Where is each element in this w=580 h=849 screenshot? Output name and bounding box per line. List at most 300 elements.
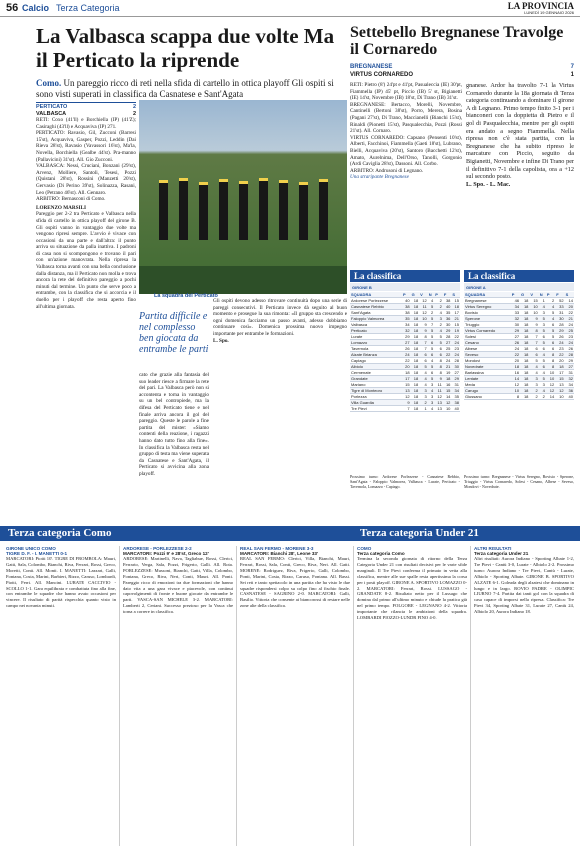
table-cell: Casnatese Rebbio [350, 304, 402, 310]
side-end-author: L. Spo. - L. Mac. [466, 180, 511, 188]
table-cell: 29 [443, 328, 452, 334]
table-cell: 24 [443, 358, 452, 364]
table-cell: Sperone [464, 316, 511, 322]
referee: ARBITRO: Bernasconi di Como. [36, 196, 106, 203]
table-cell: 6 [434, 346, 443, 352]
table-cell: 18 [411, 340, 420, 346]
table-cell: 21 [451, 316, 460, 322]
table-cell: 26 [555, 334, 564, 340]
table-cell: 18 [411, 346, 420, 352]
classifica-right-title: La classifica [464, 270, 574, 282]
table-cell: 12 [511, 382, 520, 388]
table-cell: 8 [546, 352, 555, 358]
table-cell: 6 [529, 346, 538, 352]
table-cell: Solesi [464, 334, 511, 340]
column-divider [236, 546, 237, 846]
table-cell: 7 [402, 406, 411, 412]
table-cell: 29 [511, 328, 520, 334]
band-label-under21: Terza categoria Under 21 [360, 527, 479, 539]
table-cell: 18 [520, 352, 529, 358]
author-name: LORENZO MARSILI [36, 204, 87, 211]
table-cell: 18 [520, 346, 529, 352]
table-cell: 26 [402, 346, 411, 352]
table-cell: 18 [411, 376, 420, 382]
table-cell: 18 [411, 334, 420, 340]
table-cell: 10 [529, 304, 538, 310]
table-cell: 12 [546, 388, 555, 394]
player-figure [159, 180, 168, 240]
table-cell: 4 [428, 298, 435, 304]
table-cell: 4 [546, 316, 555, 322]
table-cell: 2 [529, 388, 538, 394]
table-cell: 32 [511, 316, 520, 322]
table-cell: 31 [451, 382, 460, 388]
table-cell: Bregnanese [464, 298, 511, 304]
table-cell: 6 [546, 346, 555, 352]
table-cell: 4 [434, 328, 443, 334]
table-cell: 29 [555, 328, 564, 334]
table-cell: 10 [511, 388, 520, 394]
table-cell: 3 [428, 400, 435, 406]
bottom-column-4: COMO Terza categoria Como Termina la seconda giornata di ritorno della Terza Categoria Under 21 con risultati decisivi per le varie sfide marginali. Il Tre Pievi conferma il primato in vetta alla classifica, mentre alle sue spalle resta apertissima la corsa per i posti playoff. GIRONE A. SPORTIVO LOMAZZO 0-2. MARCATORI: Ferrari, Rossi. LUSSAGO - GRANDATE 8-2. Risultato netto per il Lussago che domina dal primo all'ultimo minuto e chiude la pratica già nel primo tempo. FOLGORE - LEGNANO 4-2. Vittoria importante che rilancia le ambizioni della squadra. LOMBARDI PIOZZO-LUNDR FINO 4-0. [357, 546, 467, 621]
main-body-2: cato che grazie alla fantasia del suo leader riesce a firmare la rete del pari. La Valbasca però non si accontenta e torna in vantaggio su un bel contropiede, ma la difesa del Perticato tiene e nel finale arriva ancora il gol del pareggio. Queste le parole a fine partita del mister: «Siamo contenti della reazione, i ragazzi hanno dato tutto fino alla fine». In classifica la Valbasca resta nel gruppo di testa ma viene superata da Casnatese e Sant'Agata, il Perticato si avvicina alla zona playoff. [139, 372, 209, 477]
table-cell: 6 [428, 370, 435, 376]
table-cell: 6 [529, 352, 538, 358]
table-cell: 12 [402, 394, 411, 400]
table-cell: 29 [451, 376, 460, 382]
deck-lead: Como. [36, 78, 62, 88]
newspaper-brand: LA PROVINCIA [507, 1, 574, 11]
table-cell: 5 [529, 358, 538, 364]
table-cell: 18 [411, 406, 420, 412]
table-cell: 14 [565, 298, 574, 304]
table-cell: 28 [451, 358, 460, 364]
table-cell: 19 [451, 328, 460, 334]
table-header-row [350, 292, 460, 298]
table-header-cell: N [428, 292, 435, 298]
main-column-2 [139, 372, 209, 522]
bottom-column-5: ALTRI RISULTATI Terza categoria Under 21 Altri risultati: Aurora Indiano - Sporting Albate 1-2, Tre Pievi - Cantù 3-0, Lurate - Albiolo 2-2. Prossimo turno: Aurora Indiano - Tre Pievi, Cantù - Lurate, Albiolo - Sporting Albate. GIRONE B. SPORTIVO ALZATE 6-1. Goleada degli alzatesi che dominano in lungo e in largo. ROVIO PADRE - OLIMPIC LIURNO 7-4. Partita dai tanti gol con la squadra di casa capace di imporsi nella ripresa. Classifica: Tre Pievi 34, Sporting Albate 31, Lurate 27, Cantù 24, Albiolo 20, Aurora Indiano 18. [474, 546, 574, 615]
photo-ground [139, 266, 347, 294]
table-cell: 6 [428, 352, 435, 358]
table-cell: 3 [529, 376, 538, 382]
table-cell: 5 [419, 364, 428, 370]
table-cell: 35 [402, 316, 411, 322]
table-cell: 24 [555, 340, 564, 346]
table-cell: 27 [451, 370, 460, 376]
table-cell: 18 [411, 322, 420, 328]
table-cell: 18 [520, 370, 529, 376]
table-cell: 26 [565, 346, 574, 352]
bottom-column-2: ARDORESE - PORLEZZESE 2-2 MARCATORI: Pozzi 9' e 28'st, Greco 12' ARDORESE: Martinelli, Nava, Tagliabue, Rossi, Clerici, Ferrario, Verga, Sala, Pozzi, Frigerio, Galli. All. Rota. PORLEZZESE: Mussoni, Bianchi, Gatti, Villa, Colombo, Fontana, Greco, Riva, Neri, Conti, Mauri. All. Ponti. Pareggio ricco di emozioni tra due formazioni che hanno dato vita a una gara vivace e piacevole, con continui capovolgimenti di fronte e buone giocate da entrambe le parti. VASCA-SAN MICHELE 3-2. MARCATORI: Lamberti 2, Ceriani. Successo prezioso per la Vasca che torna a correre in classifica. [123, 546, 233, 615]
photo-caption: La squadra del Perticato [154, 293, 218, 299]
table-cell: 20 [555, 358, 564, 364]
table-cell: 4 [428, 406, 435, 412]
table-cell: 40 [451, 406, 460, 412]
table-cell: Alzate Brianza [350, 352, 402, 358]
table-cell: 14 [546, 394, 555, 400]
scoring-line: RETI: Coxo (41'll) e Borchiella (IP) (41'Z); Casiraghi (43'll) e Acquaviva (IP) 271. [36, 117, 136, 130]
column-divider [470, 546, 471, 846]
table-cell: 18 [520, 364, 529, 370]
table-cell: 5 [434, 334, 443, 340]
table-cell: 3 [419, 388, 428, 394]
table-cell: 25 [443, 346, 452, 352]
table-cell: 15 [443, 388, 452, 394]
table-cell: 18 [520, 388, 529, 394]
table-cell: 4 [539, 388, 546, 394]
table-cell: Meda [464, 382, 511, 388]
table-cell: 9 [529, 316, 538, 322]
table-cell: 5 [539, 316, 546, 322]
table-cell: 4 [434, 310, 443, 316]
table-cell: 40 [565, 394, 574, 400]
table-cell: 13 [555, 382, 564, 388]
table-cell: 5 [546, 334, 555, 340]
table-cell: 22 [451, 334, 460, 340]
table-cell: 8 [419, 334, 428, 340]
table-cell: 6 [539, 346, 546, 352]
table-cell: 18 [411, 298, 420, 304]
table-cell: 35 [443, 310, 452, 316]
table-cell: 5 [428, 376, 435, 382]
table-cell: 15 [402, 382, 411, 388]
table-cell: 17 [555, 370, 564, 376]
table-cell: 34 [402, 322, 411, 328]
table-cell: 5 [428, 334, 435, 340]
table-cell: 24 [565, 322, 574, 328]
table-cell: 3 [428, 382, 435, 388]
table-cell: 36 [443, 316, 452, 322]
table-cell: 22 [443, 352, 452, 358]
main-body-1: Pareggio per 2-2 tra Perticato e Valbasca nella sfida di cartello in ottica playoff del girone B. Gli ospiti vanno in vantaggio due volte ma vengono ripresi sempre. L'avvio è vivace con occasioni da una parte e dall'altra: il punto arriva su situazione da palla inattiva. I padroni di casa non si scompongono e trovano il pari con un'azione manovrata. Nella ripresa la Valbasca torna avanti con una bella conclusione dalla distanza, ma il Perticato non molla e trova ancora la rete del definitivo pareggio a pochi minuti dal termine. Un punto che serve poco a entrambe, con la classifica che si accorcia e il duello per i playoff che resta aperto fino all'ultima giornata. [36, 211, 136, 310]
table-cell: 27 [565, 364, 574, 370]
table-cell: 18 [411, 352, 420, 358]
main-body-3: Gli ospiti devono adesso ritrovare continuità dopo una serie di pareggi consecutivi. Il Perticato invece dà seguito al buon momento e prosegue la sua rimonta: «Il gruppo sta crescendo e ogni domenica facciamo un passo avanti, adesso dobbiamo continuare così». Domenica prossima nuovo impegno importante per entrambe le formazioni. [213, 298, 347, 337]
table-header-cell: N [539, 292, 546, 298]
table-cell: 22 [511, 352, 520, 358]
table-header-cell: V [529, 292, 538, 298]
classifica-left-group: GIRONE B [350, 283, 460, 291]
team-photo [139, 100, 347, 294]
table-cell: 18 [411, 310, 420, 316]
table-cell: 22 [402, 358, 411, 364]
table-cell: Villa Guardia [350, 400, 402, 406]
table-cell: 29 [565, 358, 574, 364]
table-cell: 3 [539, 382, 546, 388]
table-cell: 18 [411, 364, 420, 370]
side-headline: Settebello Bregnanese Travolge il Cornaredo [350, 24, 564, 58]
table-cell: 6 [546, 340, 555, 346]
score-home-row: PERTICATO 2 [36, 104, 136, 110]
table-cell: 18 [411, 388, 420, 394]
table-header-cell: V [419, 292, 428, 298]
table-cell: 7 [419, 340, 428, 346]
table-cell: Lentate [464, 376, 511, 382]
player-figure [239, 181, 248, 240]
table-cell: 9 [402, 400, 411, 406]
table-cell: 29 [402, 334, 411, 340]
table-cell: 18 [520, 358, 529, 364]
table-cell: Valbasca [350, 322, 402, 328]
table-cell: 2 [419, 400, 428, 406]
player-figure [299, 182, 308, 240]
table-cell: 18 [520, 322, 529, 328]
table-cell: Barlassina [464, 370, 511, 376]
table-cell: 6 [434, 352, 443, 358]
table-cell: 9 [419, 328, 428, 334]
table-cell: 2 [434, 298, 443, 304]
table-header-cell: P [402, 292, 411, 298]
table-header-cell: P [546, 292, 555, 298]
table-cell: Albese [464, 346, 511, 352]
table-cell: 5 [539, 340, 546, 346]
table-cell: 1 [419, 406, 428, 412]
table-cell: Ardorese Porlezzese [350, 298, 402, 304]
table-cell: 20 [511, 358, 520, 364]
table-cell: 18 [511, 364, 520, 370]
table-cell: 3 [428, 394, 435, 400]
table-cell: 28 [565, 352, 574, 358]
table-cell: 22 [555, 352, 564, 358]
table-cell: 27 [402, 340, 411, 346]
table-cell: Faloppio Valmorea [350, 316, 402, 322]
table-cell: 30 [451, 364, 460, 370]
table-cell: 15 [529, 298, 538, 304]
player-figure [259, 178, 268, 240]
table-cell: 15 [555, 376, 564, 382]
table-cell: 4 [539, 352, 546, 358]
table-cell: 4 [428, 358, 435, 364]
table-cell: 21 [443, 364, 452, 370]
table-header-cell: P [511, 292, 520, 298]
table-cell: 27 [511, 334, 520, 340]
player-figure [319, 179, 328, 240]
player-figure [199, 182, 208, 240]
table-cell: 7 [529, 334, 538, 340]
table-cell: 24 [511, 346, 520, 352]
score-away-row: VALBASCA 2 [36, 111, 136, 117]
table-cell: Giussano [464, 394, 511, 400]
table-cell: 18 [411, 400, 420, 406]
table-cell: 30 [555, 316, 564, 322]
page-header [0, 0, 580, 17]
table-cell: 7 [428, 322, 435, 328]
table-cell: 12 [555, 388, 564, 394]
table-cell: 22 [565, 310, 574, 316]
table-cell: 17 [451, 310, 460, 316]
table-cell: 18 [411, 394, 420, 400]
table-cell: 6 [419, 358, 428, 364]
side-lineup-home: BREGNANESE: Bertacco, Morelli, Novembre, Cantinelli (Bertoni 38'st), Porro, Merera, Bosina (Pagani 27'st), Di Trano, Maccianelli (Bianchi 15'st), Rinaldi (Pionetti 15'st), Pasqualecchia, Pozzi (Rossi 21'st). All. Cornaro. [350, 101, 462, 135]
bottom-column-1: GIRONE UNICO COMO TIGRE D. F. - I. MANETTI 0-1 MARCATORI: Piotti 10'. TIGRE DI FROMBOLA: Mauri, Gatti, Sala, Colombo, Bianchi, Riva, Ferrari, Rossi, Greco, Moretti, Conti. All. Monti. I. MANETTI: Lazzari, Galli, Fontana, Costa, Marini, Barbieri, Rizzo, Caruso, Lombardi, Piotti, Ferri. All. Mancini. LURATE CACCIVIO - SCOLLO 1-1. Gara equilibrata e combattuta fino alla fine, con entrambe le squadre che hanno avuto occasioni per vincere. Il risultato di parità rispecchia quanto visto in campo nei novanta minuti. [6, 546, 116, 609]
table-cell: 20 [565, 304, 574, 310]
side-score-home: BREGNANESE 7 [350, 64, 574, 70]
table-cell: Perticato [350, 328, 402, 334]
table-cell: 5 [539, 328, 546, 334]
table-cell: Lurate [350, 334, 402, 340]
table-cell: 18 [520, 328, 529, 334]
table-header-cell: SQUADRA [350, 292, 402, 298]
section-name: Calcio [22, 3, 50, 13]
table-header-cell: G [411, 292, 420, 298]
table-cell: 17 [402, 376, 411, 382]
table-cell: 2 [539, 394, 546, 400]
table-cell: 10 [546, 376, 555, 382]
bottom-section-band [0, 526, 580, 541]
table-cell: 12 [546, 382, 555, 388]
table-cell: Tavernola [350, 346, 402, 352]
table-cell: Sant'Agata [350, 310, 402, 316]
main-headline: La Valbasca scappa due volte Ma il Perticato la riprende [36, 24, 335, 72]
table-cell: 8 [546, 358, 555, 364]
table-cell: 35 [451, 394, 460, 400]
table-cell: 5 [539, 358, 546, 364]
table-cell: 3 [419, 394, 428, 400]
table-cell: 27 [443, 340, 452, 346]
classifica-right-table [464, 292, 574, 400]
table-cell: 18 [520, 394, 529, 400]
table-cell: 13 [402, 388, 411, 394]
table-cell: 18 [451, 304, 460, 310]
table-cell: 34 [451, 388, 460, 394]
table-cell: 36 [565, 388, 574, 394]
table-cell: 5 [428, 346, 435, 352]
table-cell: 18 [555, 364, 564, 370]
classifica-left-table [350, 292, 460, 412]
table-cell: 11 [434, 382, 443, 388]
table-cell: 8 [529, 328, 538, 334]
table-cell: Bovisio [464, 310, 511, 316]
table-cell: Seveso [464, 352, 511, 358]
table-cell: 8 [434, 370, 443, 376]
table-cell: 7 [419, 346, 428, 352]
side-referee: ARBITRO: Andrusoni di Legnano. [350, 167, 424, 174]
table-cell: 18 [520, 316, 529, 322]
table-cell: 6 [428, 340, 435, 346]
table-cell: 4 [539, 370, 546, 376]
table-cell: Mondovi [464, 358, 511, 364]
table-cell: 25 [565, 328, 574, 334]
table-cell: 38 [443, 298, 452, 304]
lineup-home: PERTICATO: Ravasio, Gil, Zucconi (Barresi 15'st), Acquaviva, Gasper, Pozzi, Leddin (Dai Rieva 28'st), Ravasio (Vavassori 16'st), Ma'la, Novella, Borchiella (Gealbe 44'st). Pra-manno (Pallavicini) 31'st). All. Gio Zucconi. [36, 130, 136, 163]
side-scoring: RETI: Pietro (8') 24'pt e 41'pt, Pasualeccia (IE) 30'pt, Fiammella (IP) 45' pt, Piccio (IB) 5' st, Bigianetti (IE) 14'st, Novembre (IB) 18'st, Di Trano (IB) 31'st. [350, 82, 462, 102]
player-figure [179, 178, 188, 240]
side-score-away: VIRTUS CORNAREDO 1 [350, 72, 574, 78]
table-cell: 18 [520, 382, 529, 388]
table-cell: 34 [511, 304, 520, 310]
table-cell: 10 [443, 406, 452, 412]
table-cell: 31 [555, 310, 564, 316]
table-cell: 18 [411, 370, 420, 376]
table-cell: 18 [520, 310, 529, 316]
table-cell: 3 [539, 322, 546, 328]
table-header-cell: P [434, 292, 443, 298]
table-cell: Grandate [350, 376, 402, 382]
table-cell: 4 [529, 364, 538, 370]
table-cell: 4 [419, 382, 428, 388]
main-column-3 [213, 298, 347, 522]
table-cell: 4 [529, 370, 538, 376]
player-figure [219, 179, 228, 240]
table-cell: 6 [539, 364, 546, 370]
lineup-away: VALBASCA: Nessi, Cruciani, Bonzani (29'st), Arvenz, Molliere, Santoli, Tesesi, Pozzi (Quistani 28'st), Rossini (Manzetti 20'st), Gervasio (Di Perino 39'st), Solinazza, Rasani, Leo (Petrano 46'st). All. Gennaro. [36, 163, 136, 196]
table-cell: 10 [555, 394, 564, 400]
table-cell: 2 [434, 322, 443, 328]
table-cell: 10 [529, 310, 538, 316]
table-cell: 18 [402, 370, 411, 376]
table-cell: 32 [565, 376, 574, 382]
classifica-left-title: La classifica [350, 270, 460, 282]
table-cell: 18 [520, 340, 529, 346]
table-cell: 38 [402, 310, 411, 316]
page-number: 56 [6, 2, 19, 14]
table-cell: 52 [555, 298, 564, 304]
table-cell: 12 [419, 310, 428, 316]
table-cell: 3 [434, 316, 443, 322]
table-cell: 7 [529, 340, 538, 346]
table-cell: 2 [434, 304, 443, 310]
table-cell: 2 [529, 394, 538, 400]
table-header-cell: S [451, 292, 460, 298]
table-cell: 12 [434, 394, 443, 400]
classifica-left-notes: Prossimo turno: Ardorese Porlezzese - Casnatese Rebbio, Sant'Agata - Faloppio Valmorea, Valbasca - Lurate, Perticato - Tavernola, Lomazzo - Capiago. [350, 474, 460, 489]
table-cell: 9 [434, 376, 443, 382]
table-cell: 18 [520, 304, 529, 310]
table-cell: 18 [520, 298, 529, 304]
table-cell: 18 [520, 376, 529, 382]
table-row [350, 406, 460, 412]
table-cell: 34 [565, 382, 574, 388]
table-cell: 21 [565, 316, 574, 322]
bottom-column-3: REAL SAN FERMO - MORENE 3-3 MARCATORI: Bianchi 28', Leone 33' REAL SAN FERMO: Clerici, Villa, Bianchi, Mauri, Ferrari, Rossi, Sala, Conti, Greco, Riva, Neri. All. Gatti. MORENE: Rodriguez, Riva, Frigerio, Galli, Colombo, Ponti, Marini, Costa, Rizzo, Caruso, Fontana. All. Bassi. Sei reti e tanto spettacolo in una partita che ha visto le due squadre rispondersi colpo su colpo fino al fischio finale. CASNATESE - SAGRINO 2-0. MARCATORI: Galli, Basilio. Vittoria che consente ai biancorossi di restare nelle zone alte della classifica. [240, 546, 350, 609]
table-header-cell: F [555, 292, 564, 298]
table-cell: 33 [511, 310, 520, 316]
table-cell: Triuggio [464, 322, 511, 328]
table-cell: 30 [443, 322, 452, 328]
table-cell: 15 [451, 298, 460, 304]
table-cell: 16 [511, 370, 520, 376]
table-cell: 12 [443, 400, 452, 406]
table-cell: 4 [539, 304, 546, 310]
issue-date: LUNEDÌ 19 GENNAIO 2026 [524, 10, 574, 15]
table-cell: 12 [419, 298, 428, 304]
column-divider [353, 546, 354, 846]
table-cell: Cermenate [350, 370, 402, 376]
side-body: gnanese. Ardor ha travolto 7-1 la Virtus Cornaredo durante la 18a giornata di Terza categoria continuando a dominare il girone A di Legnano. Primo tempo finito 3-1 per i bianconeri con la doppietta di Pietro e il gol di Pasqualecchia, mentre per gli ospiti era andato a segno Fiammella. Nella ripresa non c'è stata partita, con la Bregnanese che ha subito ripreso le marcature con Piccio, seguito da Bigianetti, Novembre e infine Di Trano per il definitivo 7-1 della capolista, ora a +12 sul secondo posto. [466, 82, 574, 181]
table-cell: 18 [411, 316, 420, 322]
table-cell: 5 [539, 376, 546, 382]
table-header-cell: SQUADRA [464, 292, 511, 298]
side-column-2 [466, 82, 574, 252]
table-cell: 40 [443, 304, 452, 310]
table-cell: 8 [434, 358, 443, 364]
main-column-1 [36, 102, 136, 522]
column-divider [119, 546, 120, 846]
table-cell: 1 [539, 298, 546, 304]
table-cell: 2 [428, 310, 435, 316]
table-cell: 18 [411, 358, 420, 364]
table-cell: Porlezza [350, 394, 402, 400]
table-cell: 5 [428, 304, 435, 310]
table-cell: 8 [546, 364, 555, 370]
classifica-right-group: GIRONE A [464, 283, 574, 291]
classifica-right-notes: Prossimo turno: Bregnanese - Virtus Seregno, Bovisio - Sperone, Triuggio - Virtus Cornaredo, Solesi - Cesano, Albese - Seveso, Mondovi - Novedrate. [464, 474, 574, 489]
table-cell: Virtus Seregno [464, 304, 511, 310]
table-cell: 38 [402, 304, 411, 310]
main-deck [36, 78, 346, 100]
table-cell: Carugo [464, 388, 511, 394]
